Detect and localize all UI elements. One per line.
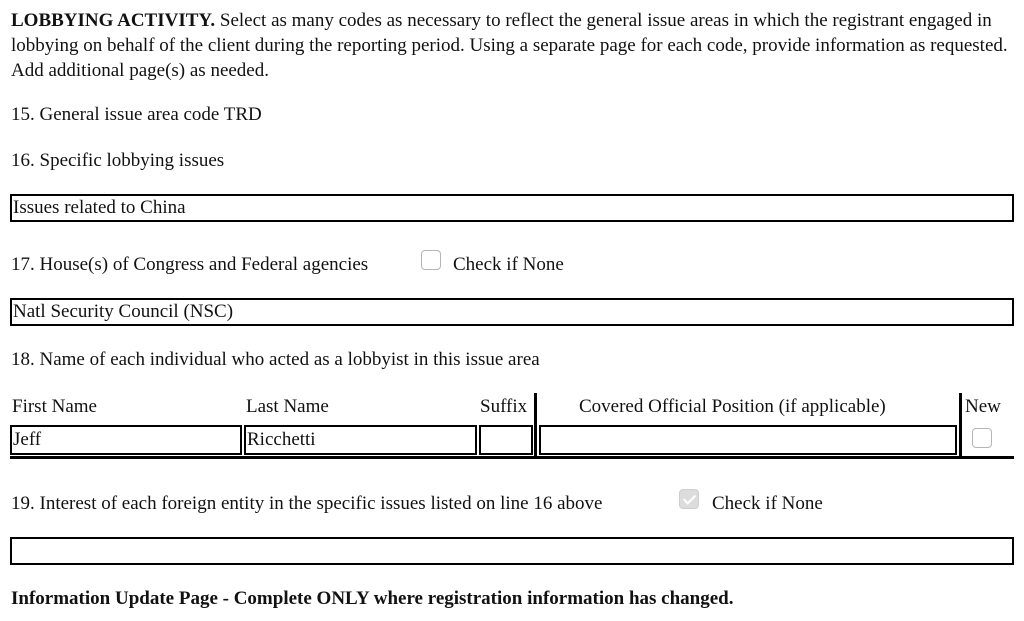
intro-text: Select as many codes as necessary to reflect the general issue areas in which the registrant engaged in lobbying on behalf of the client during the reporting period. Using a separate page for each code, provide information as requested. Add additional page(s) as needed. <box>11 10 1008 81</box>
update-page-notice: Information Update Page - Complete ONLY where registration information has changed. <box>11 588 734 609</box>
houses-agencies-field[interactable]: Natl Security Council (NSC) <box>10 298 1014 326</box>
table-divider-suffix <box>534 393 537 459</box>
specific-issues-field[interactable]: Issues related to China <box>10 194 1014 222</box>
intro-paragraph <box>11 8 1016 83</box>
table-divider-new <box>959 393 962 459</box>
position-field[interactable] <box>539 425 957 455</box>
new-lobbyist-checkbox[interactable] <box>972 428 992 448</box>
first-name-field[interactable]: Jeff <box>10 425 242 455</box>
suffix-field[interactable] <box>479 425 533 455</box>
lobbyists-label: 18. Name of each individual who acted as a lobbyist in this issue area <box>11 349 540 370</box>
foreign-entity-none-checkbox[interactable] <box>679 489 699 509</box>
suffix-header: Suffix <box>480 396 528 417</box>
position-header: Covered Official Position (if applicable) <box>579 396 886 417</box>
general-issue-area-label: 15. General issue area code TRD <box>11 104 262 125</box>
houses-none-label: Check if None <box>453 254 564 275</box>
new-header: New <box>965 396 1001 417</box>
foreign-entity-label: 19. Interest of each foreign entity in the specific issues listed on line 16 above <box>11 493 603 514</box>
specific-issues-label: 16. Specific lobbying issues <box>11 150 225 171</box>
foreign-entity-field[interactable] <box>10 537 1014 565</box>
houses-agencies-label: 17. House(s) of Congress and Federal agencies <box>11 254 369 275</box>
last-name-header: Last Name <box>246 396 329 417</box>
table-bottom-rule <box>10 456 1014 459</box>
section-heading: LOBBYING ACTIVITY. <box>11 10 216 31</box>
foreign-entity-none-label: Check if None <box>712 493 823 514</box>
last-name-field[interactable]: Ricchetti <box>244 425 477 455</box>
houses-none-checkbox[interactable] <box>421 250 441 270</box>
first-name-header: First Name <box>12 396 97 417</box>
